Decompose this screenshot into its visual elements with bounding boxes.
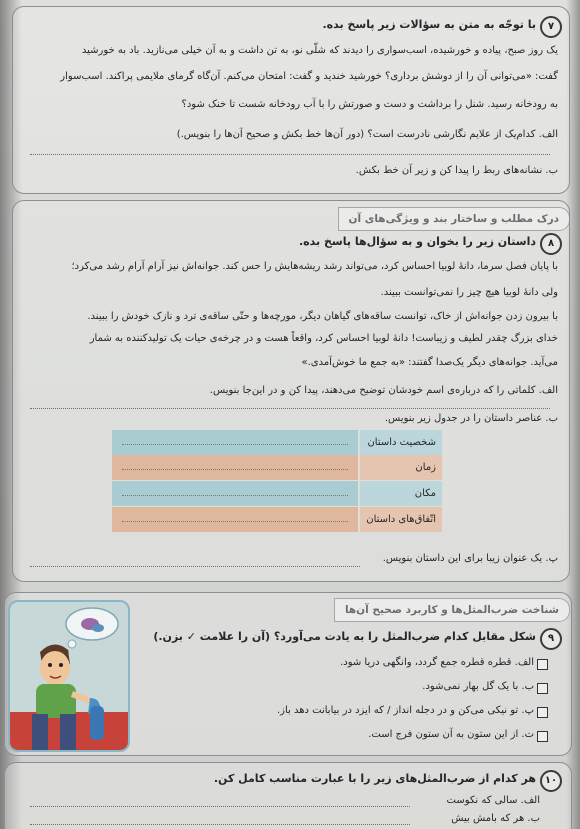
table-row [112, 430, 442, 455]
question-8-paragraph-line-3: با بیرون زدن جوانه‌اش از خاک، توانست ساقه‌های گیاهان دیگر، مورچه‌ها و حتّی ساقه‌ی ترد و نازک خودش را ببیند. [87, 311, 558, 322]
question-8-part-a: الف. کلماتی را که درباره‌ی اسم خودشان توضیح می‌دهند، پیدا کن و در این‌جا بنویس. [209, 385, 558, 396]
boy-pouring-water-illustration [8, 600, 130, 752]
question-10-item-a: الف. سالی که نکوست [446, 795, 540, 806]
option-c-label: پ. تو نیکی می‌کن و در دجله انداز / که ایزد در بیابانت دهد باز. [276, 705, 534, 716]
question-7-paragraph-line-1: یک روز صبح، پیاده و خورشیده، اسب‌سواری را دیدند که شلّی نو، به تن داشت و به آن خیلی می‌نازید. باد به خورشید [81, 45, 558, 56]
option-c-checkbox[interactable] [537, 707, 548, 718]
table-row-label: زمان [360, 455, 442, 480]
section-title-proverbs: شناخت ضرب‌المثل‌ها و کاربرد صحیح آن‌ها [334, 598, 570, 622]
question-8-part-b: ب. عناصر داستان را در جدول زیر بنویس. [384, 413, 558, 424]
option-d-label: ت. از این ستون به آن ستون فرج است. [368, 729, 534, 740]
table-row-label: مکان [360, 481, 442, 506]
question-8-paragraph-line-5: می‌آید. جوانه‌های دیگر یک‌صدا گفتند: «به جمع ما خوش‌آمدی.» [301, 357, 558, 368]
question-7-paragraph-line-2: گفت: «می‌توانی آن را از دوشش برداری؟ خورشید خندید و گفت: امتحان می‌کنم. آن‌گاه گرمای ملایمی پراکند. اسب‌سوار [60, 71, 558, 82]
question-7-title: با توجّه به متن به سؤالات زیر پاسخ بده. [322, 18, 536, 31]
question-10-number: ۱۰ [540, 770, 562, 792]
option-b-checkbox[interactable] [537, 683, 548, 694]
question-7-answer-line[interactable] [30, 154, 550, 155]
question-10-title: هر کدام از ضرب‌المثل‌های زیر را با عبارت مناسب کامل کن. [213, 772, 536, 785]
option-d-checkbox[interactable] [537, 731, 548, 742]
table-row [112, 455, 442, 480]
question-8-answer-line-c[interactable] [30, 566, 360, 567]
question-7-part-a: الف. کدام‌یک از علایم نگارشی نادرست است؟ (دور آن‌ها خط بکش و صحیح آن‌ها را بنویس.) [176, 129, 558, 140]
table-answer-cell[interactable] [112, 455, 358, 480]
story-elements-table [112, 430, 442, 532]
question-8-number: ۸ [540, 233, 562, 255]
table-answer-cell[interactable] [112, 507, 358, 532]
option-a-checkbox[interactable] [537, 659, 548, 670]
table-answer-cell[interactable] [112, 430, 358, 455]
question-8-answer-line-a[interactable] [30, 408, 550, 409]
question-9-title: شکل مقابل کدام ضرب‌المثل را به یادت می‌آورد؟ (آن را علامت ✓ بزن.) [153, 630, 536, 643]
question-7-paragraph-line-3: به رودخانه رسید. شنل را برداشت و دست و صورتش را با آب رودخانه شست تا خنک شود؟ [181, 99, 558, 110]
table-row [112, 507, 442, 532]
section-title-comprehension: درک مطلب و ساختار بند و ویژگی‌های آن [338, 207, 571, 231]
question-8-title: داستان زیر را بخوان و به سؤال‌ها پاسخ بده. [299, 235, 536, 248]
question-8-paragraph-line-1: با پایان فصل سرما، دانهٔ لوبیا احساس کرد، می‌تواند رشد ریشه‌هایش را حس کند. جوانه‌اش نیز آرام آرام رشد می‌کرد؛ [71, 261, 558, 272]
question-7-part-b: ب. نشانه‌های ربط را پیدا کن و زیر آن خط بکش. [355, 165, 558, 176]
table-answer-cell[interactable] [112, 481, 358, 506]
boy-illustration-svg [10, 602, 128, 750]
question-10-answer-line-a[interactable] [30, 806, 410, 807]
question-10-item-b: ب. هر که بامش بیش [451, 813, 540, 824]
option-b-label: ب. با یک گل بهار نمی‌شود. [422, 681, 534, 692]
option-a-label: الف. قطره قطره جمع گردد، وانگهی دریا شود. [340, 657, 534, 668]
table-row [112, 481, 442, 506]
question-8-paragraph-line-2: ولی دانهٔ لوبیا هیچ چیز را نمی‌توانست ببیند. [380, 287, 558, 298]
question-8-part-c: پ. یک عنوان زیبا برای این داستان بنویس. [382, 553, 558, 564]
question-10-answer-line-b[interactable] [30, 824, 410, 825]
question-8-paragraph-line-4: خدای بزرگ چقدر لطیف و زیباست! دانهٔ لوبیا احساس کرد، واقعاً هست و در چرخه‌ی حیات یک تولیدکننده به شمار [89, 333, 558, 344]
question-9-number: ۹ [540, 628, 562, 650]
question-7-number: ۷ [540, 16, 562, 38]
table-row-label: شخصیت داستان [360, 430, 442, 455]
table-row-label: اتّفاق‌های داستان [360, 507, 442, 532]
